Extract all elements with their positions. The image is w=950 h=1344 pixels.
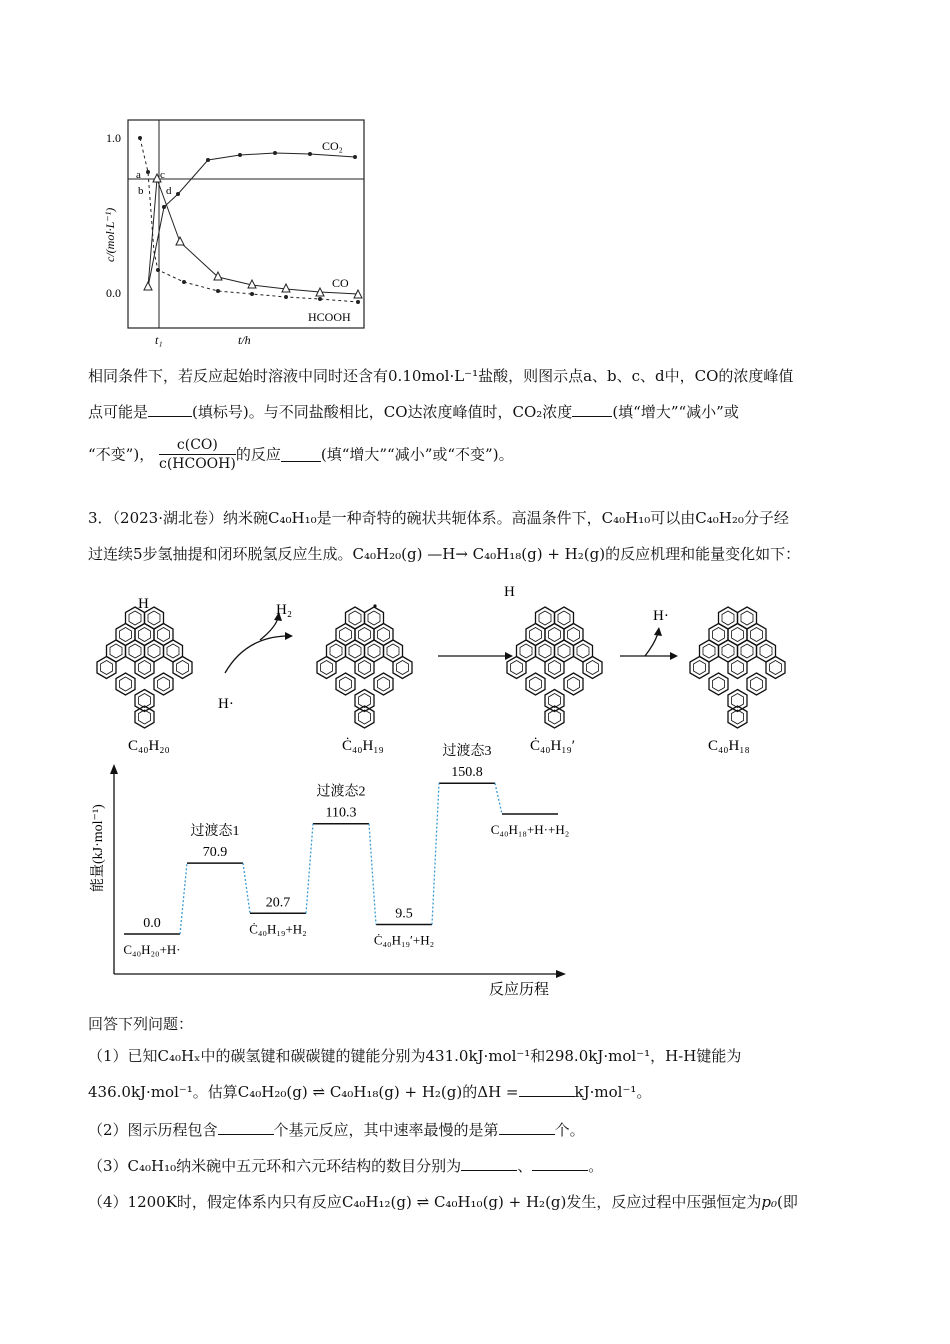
energy-y-label: 能量(kJ·mol⁻¹) <box>91 804 106 892</box>
answer-blank[interactable] <box>519 1082 575 1097</box>
q2-a: （2）图示历程包含 <box>88 1121 218 1139</box>
molecule-c40h19 <box>317 607 412 728</box>
q3-line2-b: 的反应机理和能量变化如下： <box>605 545 801 563</box>
h-bridge-label: H <box>504 584 515 600</box>
q2-c: 个。 <box>554 1121 585 1139</box>
q1-c: 436.0kJ·mol⁻¹。估算 <box>88 1083 238 1101</box>
mechanism-figure <box>80 578 800 758</box>
q2-line2-e: (填“增大”“减小”或 <box>612 403 739 421</box>
q2-line3-b: 的反应 <box>235 445 281 464</box>
species-label-6: C₄₀H₁₈+H·+H₂ <box>490 822 570 837</box>
co2-label: CO₂ <box>322 139 343 153</box>
q2-line3-a: “不变”)， <box>88 445 155 464</box>
co2-points <box>162 151 357 209</box>
energy-diagram <box>84 744 584 1002</box>
answer-blank[interactable] <box>532 1156 588 1171</box>
arrow-2 <box>438 652 513 660</box>
point-b: b <box>138 185 144 197</box>
hcooh-series <box>140 138 358 302</box>
q4-line <box>88 1192 868 1212</box>
q1-line1 <box>88 1046 868 1066</box>
q4-c: (即 <box>777 1193 798 1211</box>
transition-state-label-3: 过渡态2 <box>316 784 366 800</box>
questions-intro <box>88 1014 868 1034</box>
q2-line2 <box>88 402 868 422</box>
energy-value-4: 9.5 <box>395 906 413 922</box>
concentration-graph <box>100 112 380 352</box>
species-label-0: C₄₀H₂₀+H· <box>123 942 181 957</box>
energy-value-3: 110.3 <box>325 805 357 821</box>
q1-line2 <box>88 1082 868 1102</box>
q3-c40h10-b: C₄₀H₁₀ <box>601 509 651 527</box>
radical-dot <box>373 604 376 607</box>
x-tick-t1: t₁ <box>155 333 163 347</box>
h-label: H <box>138 596 149 612</box>
q3-line1-b: 是一种奇特的碗状共轭体系。高温条件下， <box>316 509 602 527</box>
q2-line3-c: (填“增大”“减小”或“不变”)。 <box>320 445 514 464</box>
q2-line2-d: 浓度 <box>542 403 573 421</box>
molecule-c40h20 <box>97 607 192 728</box>
x-tick-th: t/h <box>238 333 251 347</box>
intro-text: 回答下列问题： <box>88 1015 194 1033</box>
mol-label-2: Ċ₄₀H₁₉ <box>342 738 384 754</box>
arrow-1 <box>225 612 293 673</box>
concentration-ratio <box>159 436 236 473</box>
co-series <box>148 179 358 294</box>
q4-p0: p₀ <box>761 1193 778 1211</box>
species-label-2: Ċ₄₀H₁₉+H₂ <box>249 921 307 937</box>
h-dot-label: H· <box>218 696 234 712</box>
frac-numerator: c(CO) <box>159 436 236 455</box>
energy-value-2: 20.7 <box>265 895 291 911</box>
molecule-c40h18 <box>690 607 785 728</box>
answer-blank[interactable] <box>148 402 192 417</box>
q1-d: 的ΔH = <box>462 1083 519 1101</box>
molecule-c40h19-prime <box>507 607 602 728</box>
q2-line <box>88 1120 868 1140</box>
co2-series <box>148 153 355 287</box>
q3-c40h20: C₄₀H₂₀ <box>695 509 744 527</box>
q1-a: （1）已知 <box>88 1047 158 1065</box>
h2-label: H₂ <box>276 602 293 618</box>
q3-line1-a: 3．（2023·湖北卷）纳米碗 <box>88 509 268 527</box>
answer-blank[interactable] <box>218 1120 274 1135</box>
q4-a: （4）1200K时，假定体系内只有反应 <box>88 1193 342 1211</box>
point-d: d <box>166 185 172 197</box>
q3-formula: C₄₀H₁₀ <box>127 1157 177 1175</box>
transition-state-label-1: 过渡态1 <box>190 824 240 840</box>
q3-line1-c: 可以由 <box>650 509 696 527</box>
energy-value-0: 0.0 <box>143 916 161 931</box>
q2-line2-a: 点可能是 <box>88 403 149 421</box>
y-tick-1: 1.0 <box>106 131 121 145</box>
energy-x-label: 反应历程 <box>489 982 550 998</box>
answer-blank[interactable] <box>572 402 612 417</box>
q3-reaction: C₄₀H₂₀(g) —H→ C₄₀H₁₈(g) + H₂(g) <box>352 545 606 563</box>
y-tick-0: 0.0 <box>106 286 121 300</box>
q4-b: 发生，反应过程中压强恒定为 <box>566 1193 762 1211</box>
q2-co2: CO₂ <box>512 403 543 421</box>
q3-line <box>88 1156 868 1176</box>
q3-line2-a: 过连续5步氢抽提和闭环脱氢反应生成。 <box>88 545 353 563</box>
frac-denominator: c(HCOOH) <box>158 456 236 472</box>
q2-b: 个基元反应，其中速率最慢的是第 <box>273 1121 499 1139</box>
energy-connector-3 <box>306 824 313 914</box>
mol-label-1: C₄₀H₂₀ <box>128 738 170 754</box>
energy-value-5: 150.8 <box>451 765 483 781</box>
q3-line1-d: 分子经 <box>743 509 789 527</box>
q1-e: kJ·mol⁻¹。 <box>574 1083 652 1101</box>
q3-a: （3） <box>88 1157 128 1175</box>
energy-connector-1 <box>180 863 187 934</box>
hcooh-points <box>138 136 360 304</box>
species-label-4: Ċ₄₀H₁₉′+H₂ <box>373 932 435 948</box>
energy-connector-6 <box>495 783 502 814</box>
q1-cxhy: C₄₀Hₓ <box>157 1047 201 1065</box>
energy-levels <box>123 742 569 957</box>
energy-connector-4 <box>369 824 376 925</box>
graph-y-label: c/(mol·L⁻¹) <box>103 207 117 262</box>
point-a: a <box>136 169 141 181</box>
energy-connector-5 <box>432 783 439 924</box>
mol-label-3: Ċ₄₀H₁₉′ <box>530 738 576 754</box>
q1-equation: C₄₀H₂₀(g) ⇌ C₄₀H₁₈(g) + H₂(g) <box>237 1083 463 1101</box>
co-label: CO <box>332 276 349 290</box>
q3-line2 <box>88 544 868 564</box>
q3-sep: 、 <box>517 1157 533 1175</box>
transition-state-label-5: 过渡态3 <box>442 744 492 760</box>
h-dot-label-2: H· <box>653 608 669 624</box>
energy-value-1: 70.9 <box>202 845 228 861</box>
arrow-3 <box>620 627 678 660</box>
mol-label-4: C₄₀H₁₈ <box>708 738 750 754</box>
q2-line1 <box>88 366 868 386</box>
q1-b: 中的碳氢键和碳碳键的键能分别为431.0kJ·mol⁻¹和298.0kJ·mol⁻¹，H-H键能为 <box>200 1047 742 1065</box>
q2-line1-text: 相同条件下，若反应起始时溶液中同时还含有0.10mol·L⁻¹盐酸，则图示点a、b、c、d中，CO的浓度峰值 <box>88 367 794 385</box>
energy-connector-2 <box>243 863 250 913</box>
q2-line2-b: (填标号)。与不同盐酸相比，CO达浓度峰值时， <box>192 403 513 421</box>
answer-blank[interactable] <box>499 1120 555 1135</box>
point-c: c <box>160 169 165 181</box>
q3-b: 纳米碗中五元环和六元环结构的数目分别为 <box>176 1157 462 1175</box>
q3-line1 <box>88 508 868 528</box>
answer-blank[interactable] <box>461 1156 517 1171</box>
answer-blank[interactable] <box>281 447 321 462</box>
q3-c: 。 <box>588 1157 604 1175</box>
q3-c40h10: C₄₀H₁₀ <box>268 509 317 527</box>
q2-line3 <box>88 436 868 476</box>
q4-equation: C₄₀H₁₂(g) ⇌ C₄₀H₁₀(g) + H₂(g) <box>341 1193 567 1211</box>
hcooh-label: HCOOH <box>308 310 351 324</box>
